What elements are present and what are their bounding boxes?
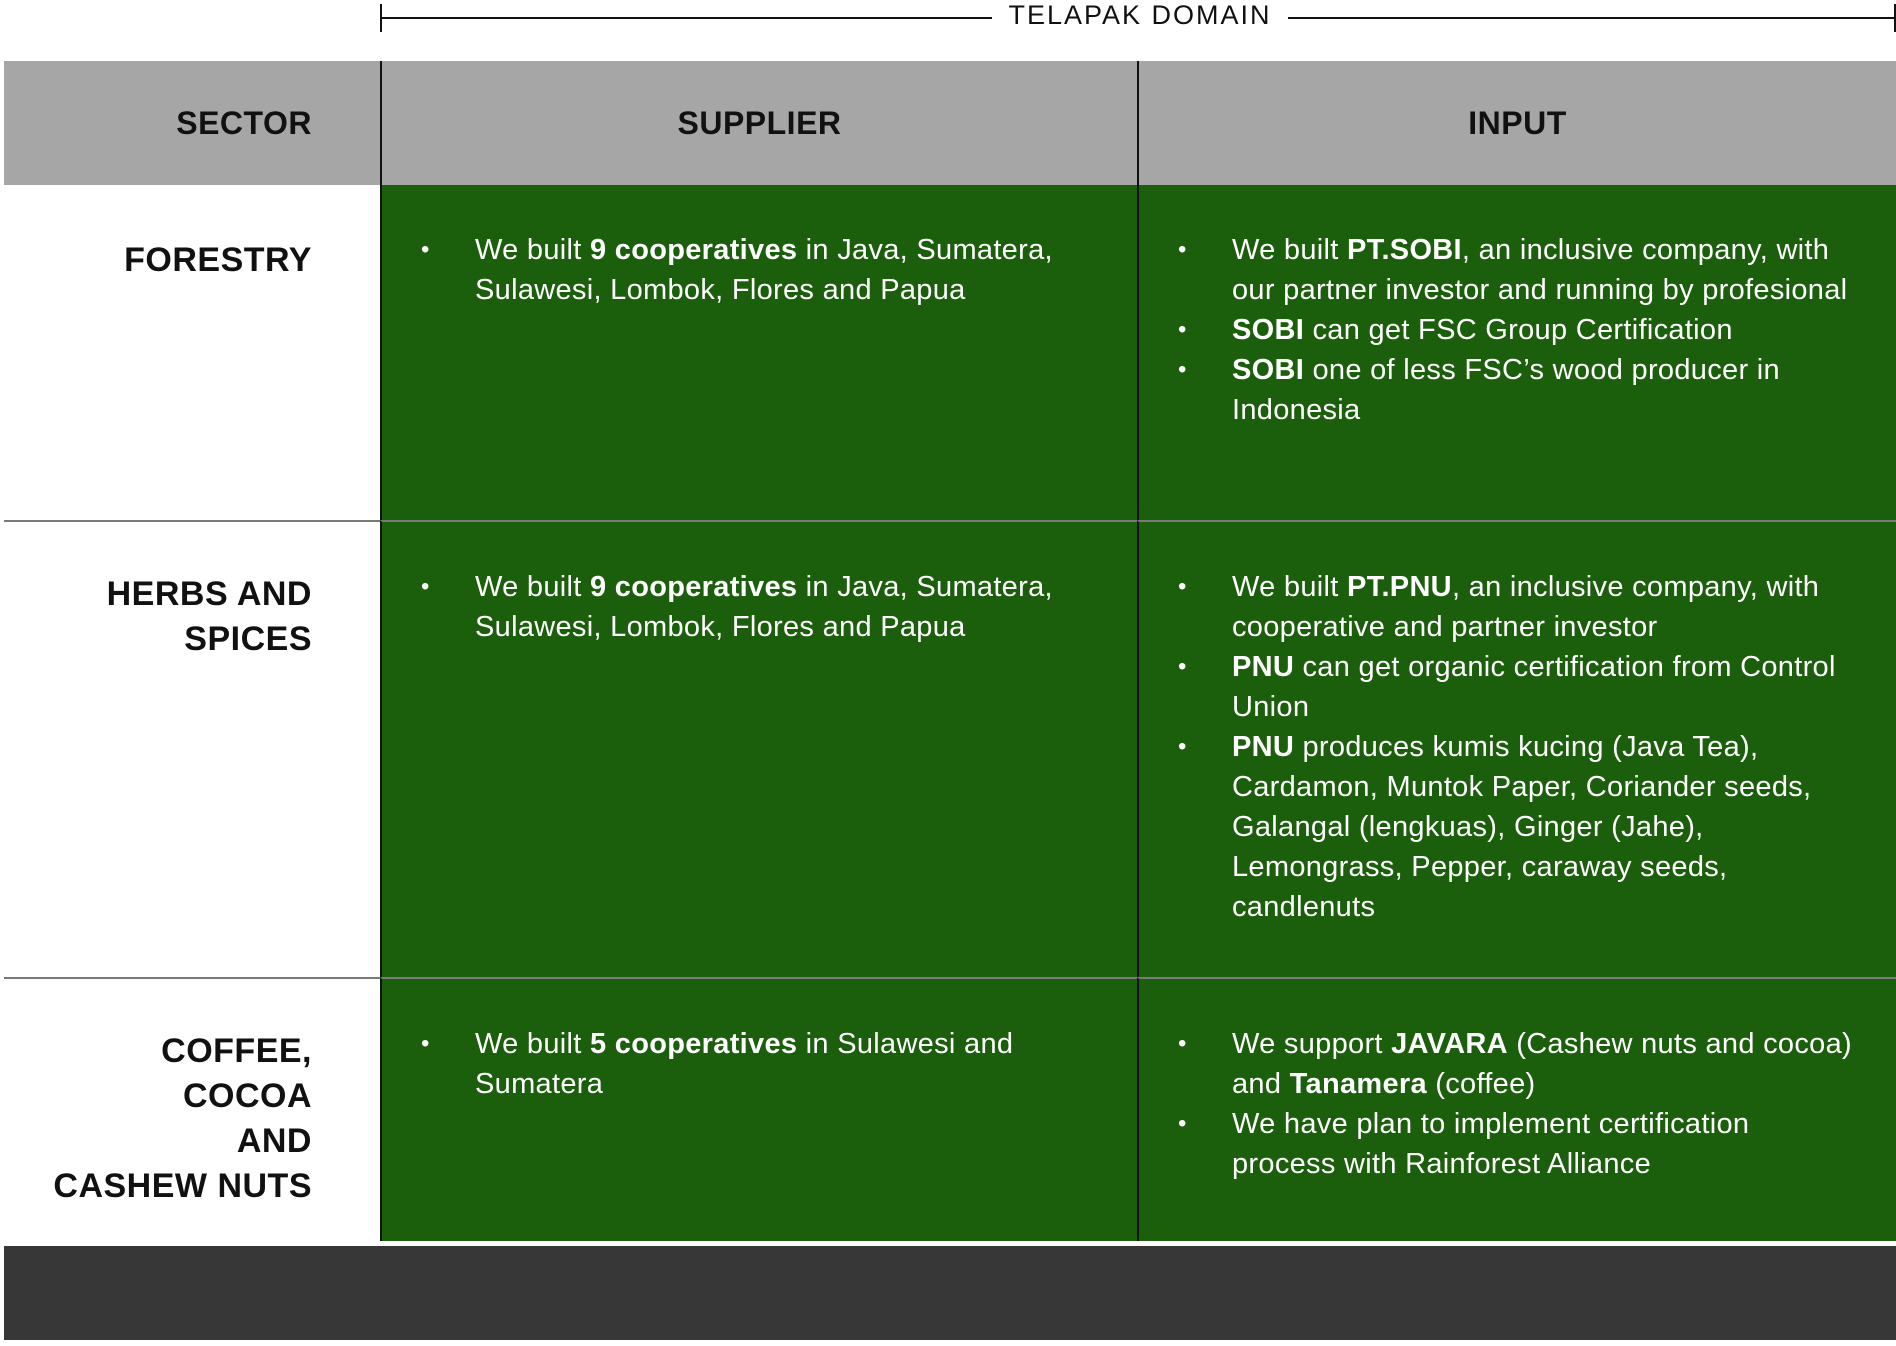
text-run: , an inclusive company, with cooperative and partner investor [1232,571,1820,643]
bold-text-run: SOBI [1232,354,1305,386]
input-list [1139,567,1896,927]
supplier-bullet-item [382,567,1137,647]
input-cell-coffee-cocoa-cashew [1137,977,1896,1241]
bracket-right-line [1288,17,1896,19]
bold-text-run: 9 cooperatives [590,234,798,266]
header-input: INPUT [1137,61,1896,185]
sector-label-line: CASHEW NUTS [53,1167,312,1205]
text-run: We built [475,1028,590,1060]
bold-text-run: PT.SOBI [1347,234,1462,266]
input-cell-herbs-spices [1137,520,1896,977]
input-bullet-item [1139,310,1896,350]
bold-text-run: PT.PNU [1347,571,1452,603]
supplier-bullet-item [382,1024,1137,1104]
input-list [1139,1024,1896,1184]
text-run: one of less FSC’s wood producer in Indonesia [1232,354,1780,426]
supplier-cell-coffee-cocoa-cashew [380,977,1137,1241]
bold-text-run: PNU [1232,651,1295,683]
text-run: produces kumis kucing (Java Tea), Cardamon, Muntok Paper, Coriander seeds, Galangal (lengkuas), Ginger (Jahe), Lemongrass, Pepper, caraway seeds, candlenuts [1232,731,1812,923]
text-run: in Java, Sumatera, Sulawesi, Lombok, Flores and Papua [475,571,1053,643]
bold-text-run: SOBI [1232,314,1305,346]
sector-cell-coffee-cocoa-cashew [4,977,380,1241]
text-run: can get organic certification from Control Union [1232,651,1836,723]
bracket-left-line [380,17,992,19]
domain-bracket [380,0,1896,40]
sector-label-line: COCOA [182,1077,312,1115]
text-run: in Java, Sumatera, Sulawesi, Lombok, Flores and Papua [475,234,1053,306]
supplier-list [382,230,1137,310]
header-sector: SECTOR [4,61,380,185]
input-bullet-item [1139,230,1896,310]
text-run: in Sulawesi and Sumatera [475,1028,1014,1100]
supplier-list [382,1024,1137,1104]
bold-text-run: 9 cooperatives [590,571,798,603]
input-bullet-item [1139,1024,1896,1104]
sector-label-line: FORESTRY [124,241,312,279]
sector-label-line: HERBS AND [106,575,312,613]
supplier-cell-forestry [380,185,1137,520]
supplier-list [382,567,1137,647]
input-bullet-item [1139,350,1896,430]
text-run: We built [1232,234,1347,266]
input-bullet-item [1139,647,1896,727]
bold-text-run: JAVARA [1391,1028,1508,1060]
input-bullet-item [1139,1104,1896,1184]
sector-cell-herbs-spices [4,520,380,977]
sector-matrix-table [4,61,1896,1241]
sector-label-line: COFFEE, [161,1032,312,1070]
input-cell-forestry [1137,185,1896,520]
sector-cell-forestry [4,185,380,520]
input-bullet-item [1139,567,1896,647]
bold-text-run: PNU [1232,731,1295,763]
supplier-cell-herbs-spices [380,520,1137,977]
header-supplier: SUPPLIER [380,61,1137,185]
bold-text-run: 5 cooperatives [590,1028,798,1060]
text-run: can get FSC Group Certification [1304,314,1733,346]
text-run: We support [1232,1028,1392,1060]
footer-bar [4,1246,1896,1340]
text-run: We built [475,234,590,266]
text-run: We have plan to implement certification process with Rainforest Alliance [1232,1108,1750,1180]
text-run: We built [1232,571,1347,603]
text-run: (coffee) [1426,1068,1536,1100]
sector-label-line: AND [236,1122,312,1160]
domain-label: TELAPAK DOMAIN [1008,0,1272,30]
input-list [1139,230,1896,430]
supplier-bullet-item [382,230,1137,310]
input-bullet-item [1139,727,1896,927]
bold-text-run: Tanamera [1289,1068,1427,1100]
text-run: We built [475,571,590,603]
sector-label-line: SPICES [184,620,312,658]
text-run: (Cashew nuts and cocoa) and [1232,1028,1852,1100]
text-run: , an inclusive company, with our partner investor and running by profesional [1232,234,1848,306]
